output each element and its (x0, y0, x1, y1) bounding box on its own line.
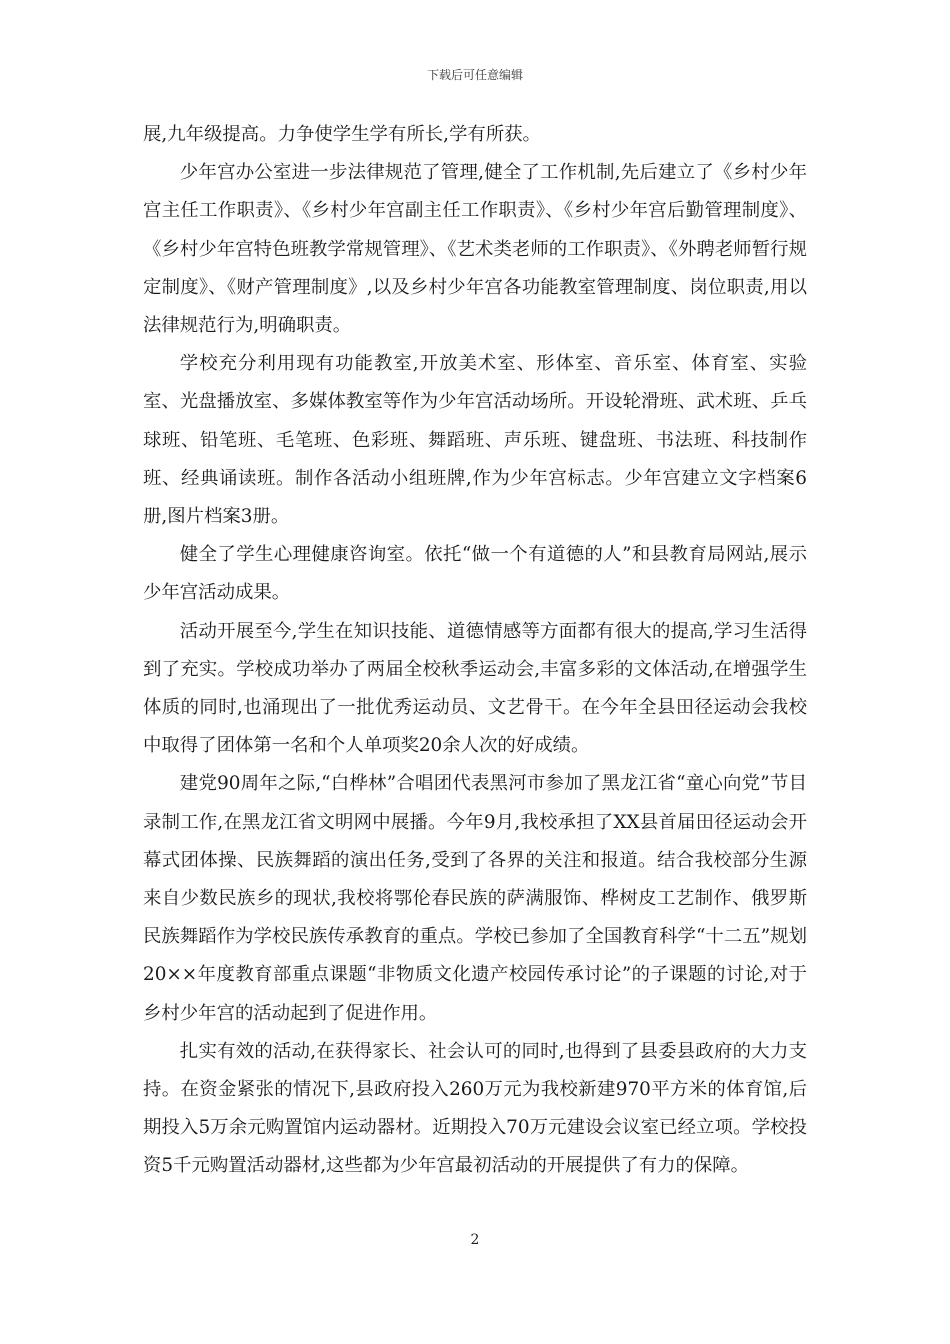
paragraph-government-support: 扎实有效的活动,在获得家长、社会认可的同时,也得到了县委县政府的大力支持。在资金紧张的情况下,县政府投入260万元为我校新建970平方米的体育馆,后期投入5万余元购置馆内运动器材。近期投入70万元建设会议室已经立项。学校投资5千元购置活动器材,这些都为少年宫最初活动的开展提供了有力的保障。 (143, 1040, 807, 1177)
document-body (143, 116, 807, 1186)
paragraph-classrooms-classes: 学校充分利用现有功能教室,开放美术室、形体室、音乐室、体育室、实验室、光盘播放室、多媒体教室等作为少年宫活动场所。开设轮滑班、武术班、乒乓球班、铅笔班、毛笔班、色彩班、舞蹈班、声乐班、键盘班、书法班、科技制作班、经典诵读班。制作各活动小组班牌,作为少年宫标志。少年宫建立文字档案6册,图片档案3册。 (143, 353, 807, 528)
page-number: 2 (470, 1232, 480, 1248)
paragraph-activity-results: 活动开展至今,学生在知识技能、道德情感等方面都有很大的提高,学习生活得到了充实。学校成功举办了两届全校秋季运动会,丰富多彩的文体活动,在增强学生体质的同时,也涌现出了一批优秀运动员、文艺骨干。在今年全县田径运动会我校中取得了团体第一名和个人单项奖20余人次的好成绩。 (143, 620, 807, 757)
paragraph-choir-ethnic-education: 建党90周年之际,“白桦林”合唱团代表黑河市参加了黑龙江省“童心向党”节目录制工作,在黑龙江省文明网中展播。今年9月,我校承担了XX县首届田径运动会开幕式团体操、民族舞蹈的演出任务,受到了各界的关注和报道。结合我校部分生源来自少数民族乡的现状,我校将鄂伦春民族的萨满服饰、桦树皮工艺制作、俄罗斯民族舞蹈作为学校民族传承教育的重点。学校已参加了全国教育科学“十二五”规划20××年度教育部重点课题“非物质文化遗产校园传承讨论”的子课题的讨论,对于乡村少年宫的活动起到了促进作用。 (143, 773, 807, 1024)
page-header: 下载后可任意编辑 (426, 68, 523, 82)
paragraph-counseling-room: 健全了学生心理健康咨询室。依托“做一个有道德的人”和县教育局网站,展示少年宫活动成果。 (143, 544, 807, 604)
paragraph-management-rules: 少年宫办公室进一步法律规范了管理,健全了工作机制,先后建立了《乡村少年宫主任工作职责》、《乡村少年宫副主任工作职责》、《乡村少年宫后勤管理制度》、《乡村少年宫特色班教学常规管理》、《艺术类老师的工作职责》、《外聘老师暂行规定制度》、《财产管理制度》,以及乡村少年宫各功能教室管理制度、岗位职责,用以法律规范行为,明确职责。 (143, 162, 807, 337)
paragraph-continuation: 展,九年级提高。力争使学生学有所长,学有所获。 (143, 124, 541, 145)
